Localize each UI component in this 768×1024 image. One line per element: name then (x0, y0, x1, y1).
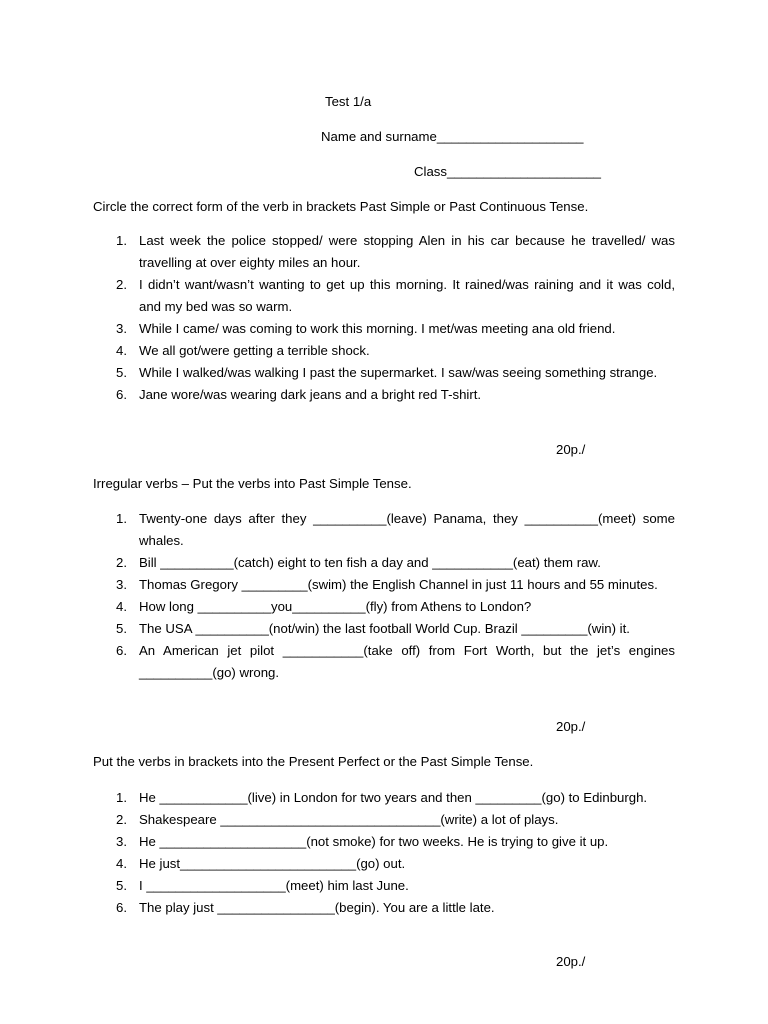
item-number: 4. (116, 856, 127, 871)
item-number: 4. (116, 599, 127, 614)
item-number: 1. (116, 790, 127, 805)
item-number: 3. (116, 834, 127, 849)
item-text: Shakespeare ______________________________(write) a lot of plays. (139, 812, 559, 827)
list-item (0, 875, 675, 897)
item-text: He just________________________(go) out. (139, 856, 406, 871)
item-number: 6. (116, 643, 127, 658)
list-item (0, 853, 675, 875)
item-number: 1. (116, 511, 127, 526)
item-number: 6. (116, 900, 127, 915)
list-item (0, 831, 675, 853)
item-text: Last week the police stopped/ were stopping Alen in his car because he travelled/ was travelling at over eighty miles an hour. (139, 233, 675, 270)
list-item (0, 640, 675, 684)
item-text: Twenty-one days after they __________(leave) Panama, they __________(meet) some whales. (139, 511, 675, 548)
section-3-points: 20p./ (556, 954, 586, 969)
list-item (0, 384, 675, 406)
list-item (0, 340, 675, 362)
item-text: While I came/ was coming to work this morning. I met/was meeting ana old friend. (139, 321, 616, 336)
item-number: 5. (116, 621, 127, 636)
list-item (0, 618, 675, 640)
list-item (0, 230, 675, 274)
list-item (0, 809, 675, 831)
item-number: 3. (116, 321, 127, 336)
list-item (0, 787, 675, 809)
item-text: The play just ________________(begin). You are a little late. (139, 900, 495, 915)
list-item (0, 318, 675, 340)
item-text: He ____________________(not smoke) for two weeks. He is trying to give it up. (139, 834, 609, 849)
item-text: I didn’t want/wasn’t wanting to get up this morning. It rained/was raining and it was cold, and my bed was so warm. (139, 277, 675, 314)
section-3-instruction: Put the verbs in brackets into the Present Perfect or the Past Simple Tense. (93, 754, 534, 769)
item-text: Jane wore/was wearing dark jeans and a bright red T-shirt. (139, 387, 482, 402)
section-2-points: 20p./ (556, 719, 586, 734)
item-text: I ___________________(meet) him last June. (139, 878, 409, 893)
item-text: An American jet pilot ___________(take off) from Fort Worth, but the jet’s engines __________(go) wrong. (139, 643, 675, 680)
item-text: How long __________you__________(fly) from Athens to London? (139, 599, 532, 614)
list-item (0, 596, 675, 618)
item-number: 4. (116, 343, 127, 358)
item-text: Bill __________(catch) eight to ten fish a day and ___________(eat) them raw. (139, 555, 601, 570)
list-item (0, 508, 675, 552)
name-surname-line: Name and surname____________________ (321, 129, 584, 144)
section-1-instruction: Circle the correct form of the verb in brackets Past Simple or Past Continuous Tense. (93, 199, 589, 214)
class-line: Class_____________________ (414, 164, 601, 179)
item-number: 2. (116, 812, 127, 827)
section-2-instruction: Irregular verbs – Put the verbs into Past Simple Tense. (93, 476, 412, 491)
list-item (0, 362, 675, 384)
item-number: 3. (116, 577, 127, 592)
item-number: 2. (116, 555, 127, 570)
item-text: He ____________(live) in London for two years and then _________(go) to Edinburgh. (139, 790, 648, 805)
list-item (0, 897, 675, 919)
item-number: 2. (116, 277, 127, 292)
item-text: Thomas Gregory _________(swim) the English Channel in just 11 hours and 55 minutes. (139, 577, 658, 592)
item-number: 6. (116, 387, 127, 402)
section-3-questions (0, 787, 675, 919)
section-1-points: 20p./ (556, 442, 586, 457)
list-item (0, 274, 675, 318)
item-text: We all got/were getting a terrible shock. (139, 343, 370, 358)
test-title: Test 1/a (325, 94, 372, 109)
item-text: The USA __________(not/win) the last football World Cup. Brazil _________(win) it. (139, 621, 630, 636)
section-1-questions (0, 230, 675, 406)
section-2-questions (0, 508, 675, 684)
item-number: 5. (116, 878, 127, 893)
item-text: While I walked/was walking I past the supermarket. I saw/was seeing something strange. (139, 365, 658, 380)
list-item (0, 574, 675, 596)
item-number: 5. (116, 365, 127, 380)
item-number: 1. (116, 233, 127, 248)
list-item (0, 552, 675, 574)
